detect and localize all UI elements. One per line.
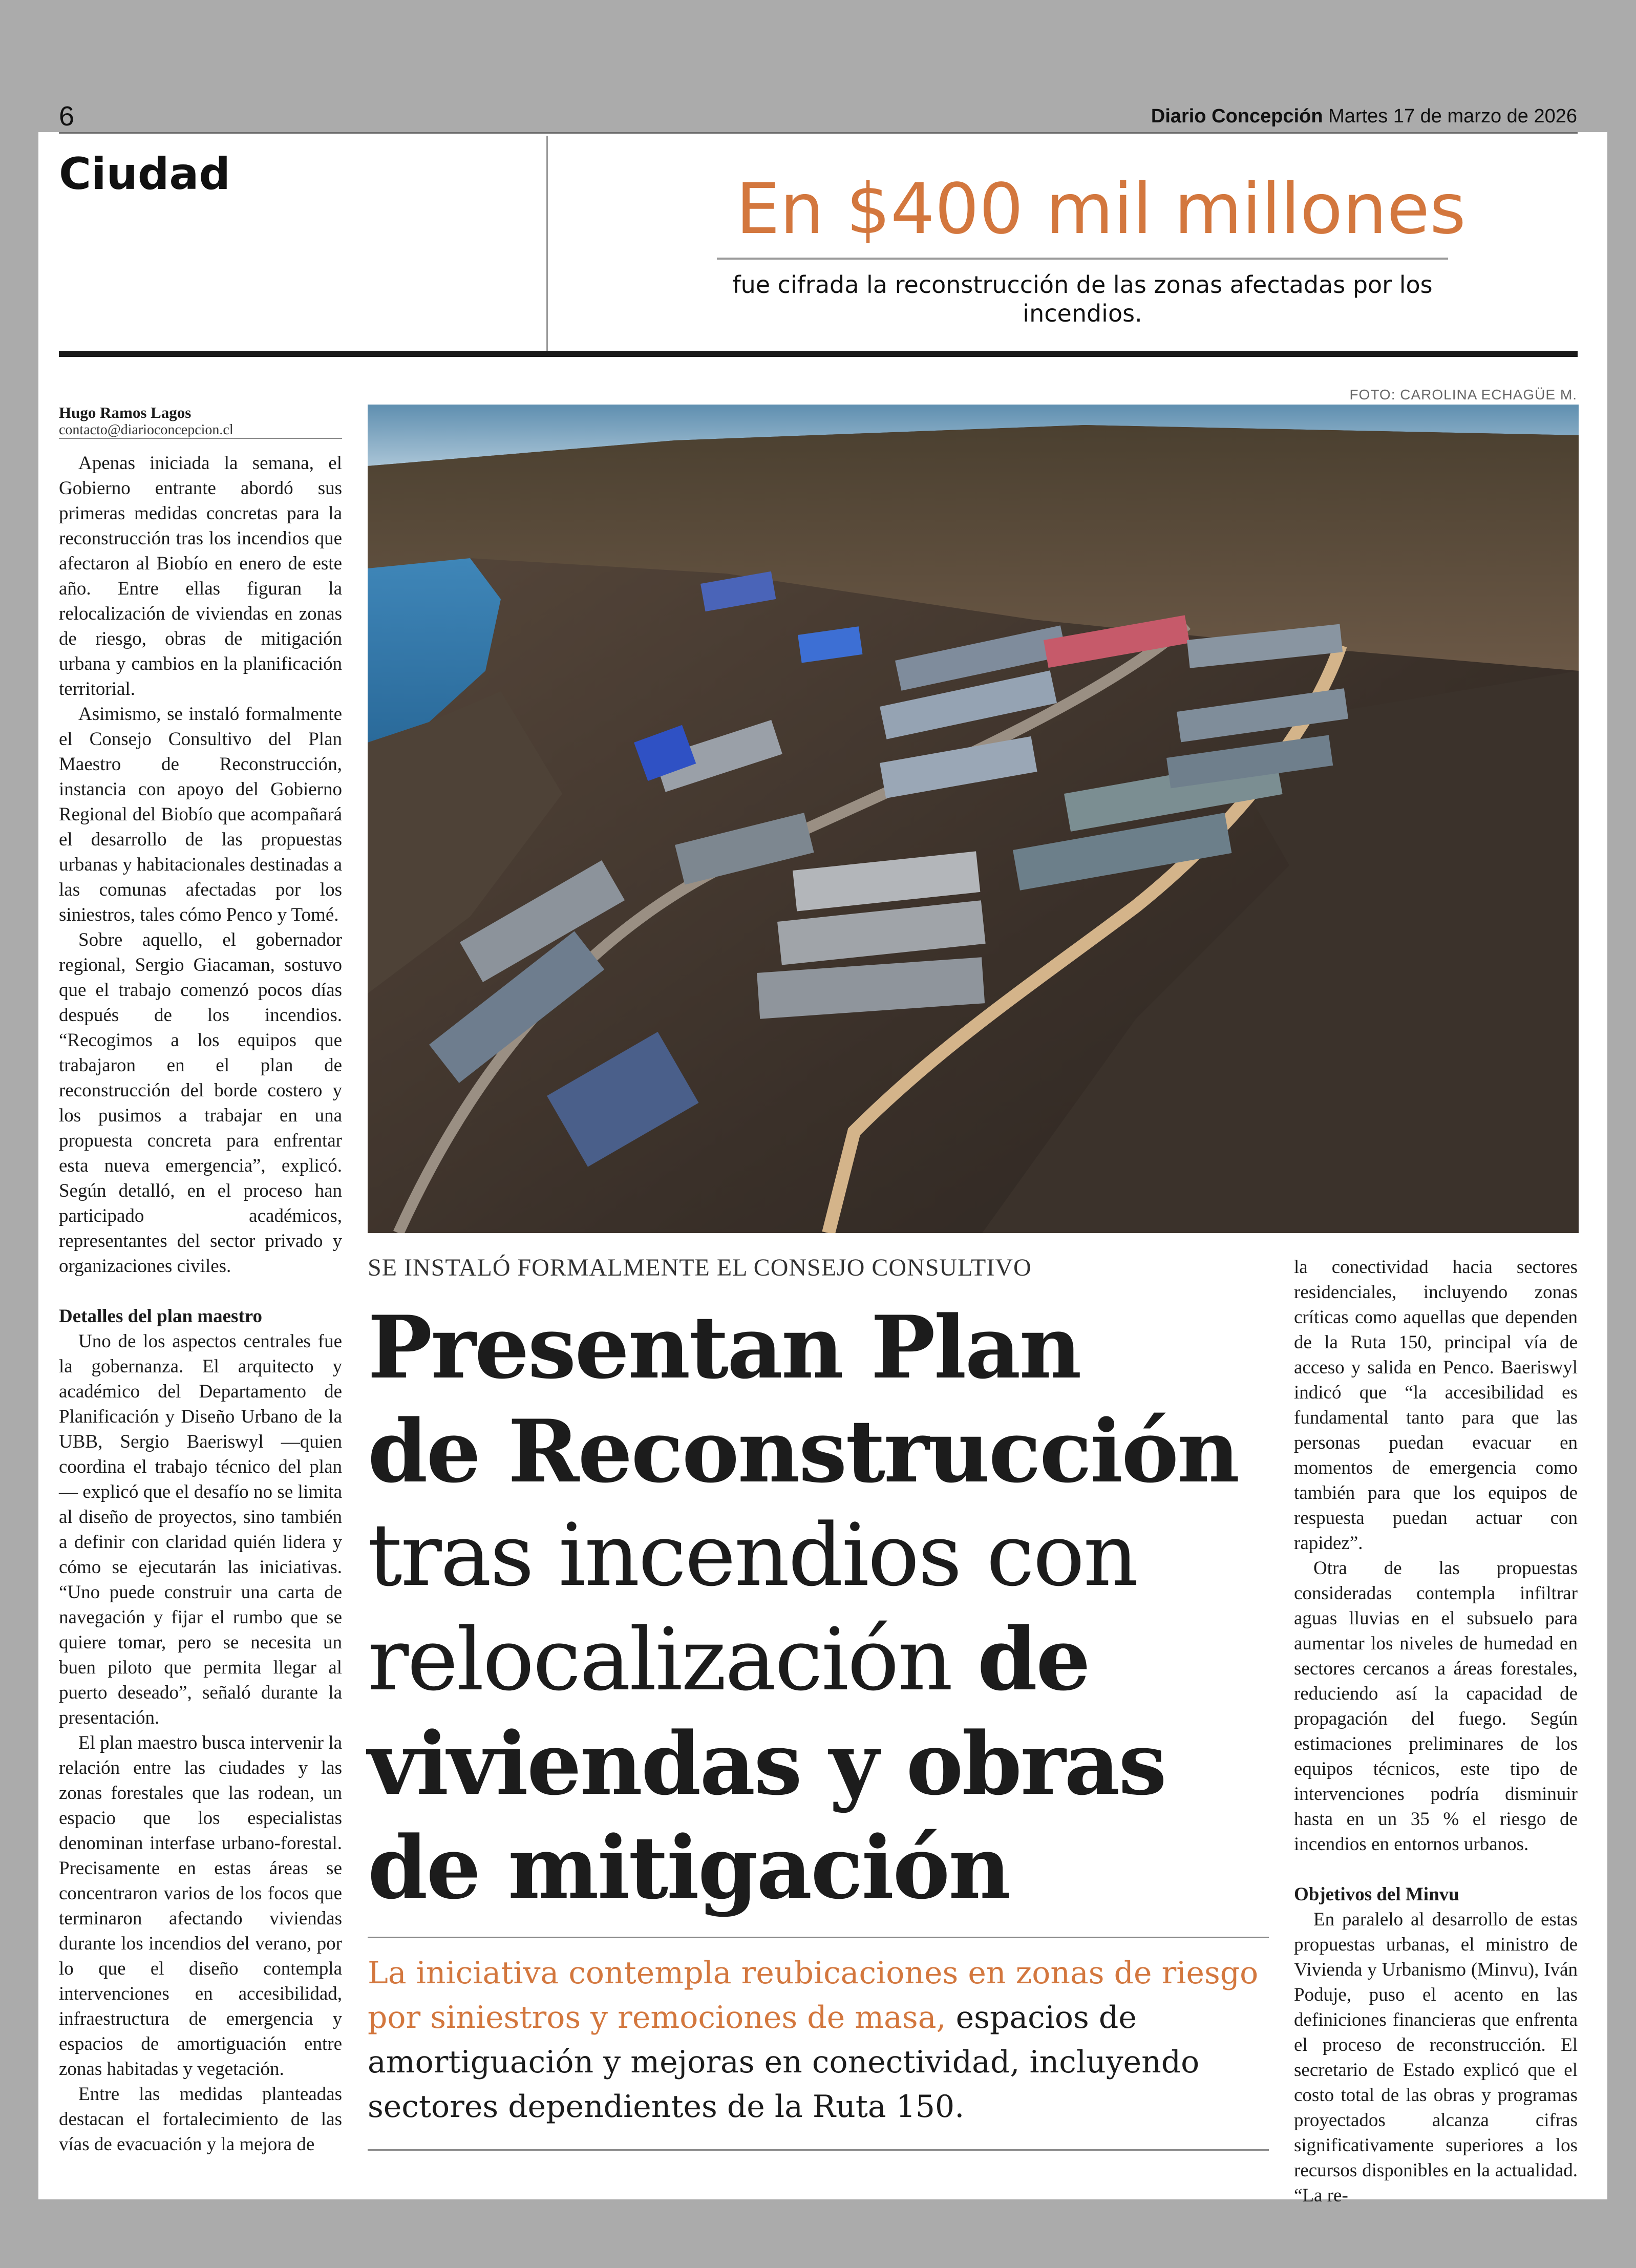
header-thick-rule: [59, 351, 1578, 357]
article-column-right: [1294, 1255, 1578, 2208]
headline: [368, 1296, 1279, 1920]
byline: [59, 404, 342, 438]
paragraph: Apenas iniciada la semana, el Gobierno entrante abordó sus primeras medidas concretas para la reconstrucción tras los incendios que afectaron al Biobío en enero de este año. Entre ellas figuran la relocalización de viviendas en zonas de riesgo, obras de mitigación urbana y cambios en la planificación territorial.: [59, 453, 342, 700]
deck-text: espacios de amortiguación y mejoras en conectividad, incluyendo sectores dependientes de la Ruta 150.: [368, 2000, 1200, 2125]
subheading: Detalles del plan maestro: [59, 1306, 263, 1327]
headline-line: de mitigación: [368, 1817, 1010, 1918]
issue-date: Martes 17 de marzo de 2026: [1328, 105, 1577, 127]
page-number: 6: [59, 101, 75, 132]
section-title: Ciudad: [59, 149, 230, 200]
top-rule: [59, 132, 1578, 134]
paragraph: En paralelo al desarrollo de estas propuestas urbanas, el ministro de Vivienda y Urbanismo (Minvu), Iván Poduje, puso el acento en las definiciones financieras que enfrenta el proceso de reconstrucción. El secretario de Estado explicó que el costo total de las obras y programas proyectados alcanza cifras significativamente superiores a los recursos disponibles en la actualidad. “La re-: [1294, 1909, 1578, 2206]
paragraph: Otra de las propuestas consideradas contempla infiltrar aguas lluvias en el subsuelo para aumentar los niveles de humedad en sectores cercanos a áreas forestales, reduciendo así la capacidad de propagación del fuego. Según estimaciones preliminares de los equipos técnicos, este tipo de intervenciones podría disminuir hasta en un 35 % el riesgo de incendios en entornos urbanos.: [1294, 1558, 1578, 1855]
masthead: [1151, 105, 1577, 128]
photo-credit: FOTO: CAROLINA ECHAGÜE M.: [1349, 387, 1577, 402]
headline-line: [368, 1607, 1279, 1712]
author-email: contacto@diarioconcepcion.cl: [59, 422, 233, 438]
stat-caption: fue cifrada la reconstrucción de las zonas afectadas por los incendios.: [732, 271, 1433, 327]
deck-highlight: La iniciativa contempla reubicaciones en zonas de riesgo por siniestros y remociones de masa,: [368, 1955, 1259, 2036]
byline-rule: [59, 438, 342, 439]
paragraph: Uno de los aspectos centrales fue la gobernanza. El arquitecto y académico del Departamento de Planificación y Diseño Urbano de la UBB, Sergio Baeriswyl —quien coordina el trabajo técnico del plan— explicó que el desafío no se limita al diseño de proyectos, sino también a definir con claridad quién lidera y cómo se ejecutarán las iniciativas. “Uno puede construir una carta de navegación y fijar el rumbo que se quiere tomar, pero se necesita un buen piloto que permita llegar al puerto deseado”, señaló durante la presentación.: [59, 1331, 342, 1728]
headline-line: viviendas y obras: [368, 1713, 1165, 1814]
headline-line: Presentan Plan: [368, 1297, 1080, 1398]
author-name: Hugo Ramos Lagos: [59, 404, 192, 421]
paragraph: El plan maestro busca intervenir la relación entre las ciudades y las zonas forestales que las rodean, un espacio que los especialistas denominan interfase urbano-forestal. Precisamente en estas áreas se concentraron varios de los focos que terminaron afectando viviendas durante los incendios del verano, por lo que el diseño contempla intervenciones en accesibilidad, infraestructura de emergencia y espacios de amortiguación entre zonas habitadas y vegetación.: [59, 1732, 342, 2080]
subheading: Objetivos del Minvu: [1294, 1884, 1459, 1905]
paragraph: Sobre aquello, el gobernador regional, Sergio Giacaman, sostuvo que el trabajo comenzó pocos días después de los incendios. “Recogimos a los equipos que trabajaron en el plan de reconstrucción del borde costero y los pusimos a trabajar en una propuesta concreta para enfrentar esta nueva emergencia”, explicó. Según detalló, en el proceso han participado académicos, representantes del sector privado y organizaciones civiles.: [59, 929, 342, 1277]
headline-line: de Reconstrucción: [368, 1401, 1239, 1502]
deck-rule-bottom: [368, 2149, 1269, 2151]
kicker: SE INSTALÓ FORMALMENTE EL CONSEJO CONSULTIVO: [368, 1254, 1032, 1281]
stat-figure: En $400 mil millones: [736, 169, 1466, 250]
header-divider: [546, 136, 548, 351]
deck-rule-top: [368, 1937, 1269, 1938]
stat-rule: [717, 258, 1448, 260]
paragraph: la conectividad hacia sectores residenciales, incluyendo zonas críticas como aquellas que dependen de la Ruta 150, principal vía de acceso y salida en Penco. Baeriswyl indicó que “la accesibilidad es fundamental tanto para que las personas puedan evacuar en momentos de emergencia como también para que los equipos de respuesta puedan actuar con rapidez”.: [1294, 1257, 1578, 1554]
headline-line: tras incendios con: [368, 1505, 1137, 1605]
paragraph: Asimismo, se instaló formalmente el Consejo Consultivo del Plan Maestro de Reconstrucción, instancia con apoyo del Gobierno Regional del Biobío que acompañará el desarrollo de las propuestas urbanas y habitacionales destinadas a las comunas afectadas por los siniestros, tales cómo Penco y Tomé.: [59, 704, 342, 925]
paragraph: Entre las medidas planteadas destacan el fortalecimiento de las vías de evacuación y la mejora de: [59, 2084, 342, 2155]
paper-name: Diario Concepción: [1151, 105, 1323, 127]
deck: [368, 1951, 1269, 2129]
aerial-photo: [368, 405, 1579, 1233]
headline-fragment: relocalización: [368, 1609, 978, 1710]
headline-fragment: de: [977, 1608, 1089, 1710]
article-column-left: [59, 451, 342, 2157]
